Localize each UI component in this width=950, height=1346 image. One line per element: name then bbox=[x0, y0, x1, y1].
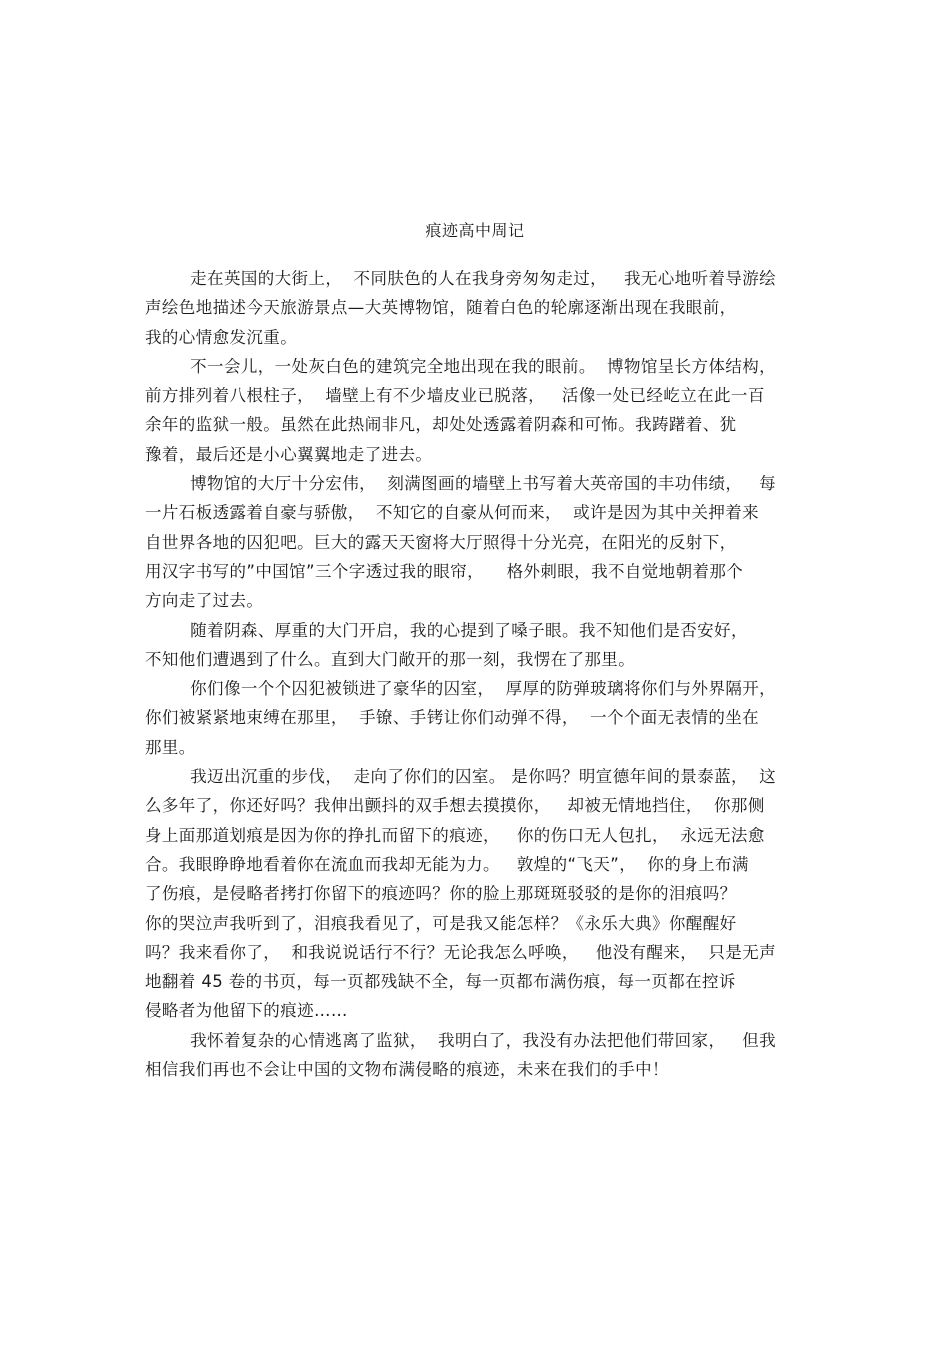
text-line: 你的哭泣声我听到了，泪痕我看见了，可是我又能怎样？《永乐大典》你醒醒好 bbox=[145, 913, 737, 933]
text-line: 我的心情愈发沉重。 bbox=[145, 327, 298, 347]
text-line: 吗？我来看你了， 和我说说话行不行？无论我怎么呼唤， 他没有醒来， 只是无声 bbox=[145, 942, 777, 962]
text-line: 前方排列着八根柱子， 墙壁上有不少墙皮业已脱落， 活像一处已经屹立在此一百 bbox=[145, 386, 765, 406]
text-line: 博物馆的大厅十分宏伟， 刻满图画的墙壁上书写着大英帝国的丰功伟绩， 每 bbox=[145, 474, 777, 494]
text-line: 合。我眼睁睁地看着你在流血而我却无能为力。 敦煌的“飞天”， 你的身上布满 bbox=[145, 854, 749, 874]
text-line: 不一会儿，一处灰白色的建筑完全地出现在我的眼前。 博物馆呈长方体结构， bbox=[145, 356, 777, 376]
text-line: 一片石板透露着自豪与骄傲， 不知它的自豪从何而来， 或许是因为其中关押着来 bbox=[145, 503, 760, 523]
text-line: 随着阴森、厚重的大门开启，我的心提到了嗓子眼。我不知他们是否安好， bbox=[145, 620, 748, 640]
text-line: 那里。 bbox=[145, 737, 196, 757]
text-line: 你们被紧紧地束缚在那里， 手镣、手铐让你们动弹不得， 一个个面无表情的坐在 bbox=[145, 708, 760, 728]
text-line: 方向走了过去。 bbox=[145, 591, 264, 611]
text-line: 自世界各地的囚犯吧。巨大的露天天窗将大厅照得十分光亮，在阳光的反射下， bbox=[145, 532, 737, 552]
text-line: 不知他们遭遇到了什么。直到大门敞开的那一刻，我愣在了那里。 bbox=[145, 649, 636, 669]
text-line: 我怀着复杂的心情逃离了监狱， 我明白了，我没有办法把他们带回家， 但我 bbox=[145, 1030, 777, 1050]
text-line: 了伤痕，是侵略者拷打你留下的痕迹吗？你的脸上那斑斑驳驳的是你的泪痕吗？ bbox=[145, 884, 737, 904]
text-line: 我迈出沉重的步伐， 走向了你们的囚室。 是你吗？明宣德年间的景泰蓝， 这 bbox=[145, 767, 777, 787]
text-line: 地翻着 45 卷的书页，每一页都残缺不全，每一页都布满伤痕，每一页都在控诉 bbox=[145, 972, 736, 992]
text-line: 身上面那道划痕是因为你的挣扎而留下的痕迹， 你的伤口无人包扎， 永远无法愈 bbox=[145, 825, 765, 845]
text-line: 么多年了，你还好吗？我伸出颤抖的双手想去摸摸你， 却被无情地挡住， 你那侧 bbox=[145, 796, 765, 816]
text-line: 余年的监狱一般。虽然在此热闹非凡，却处处透露着阴森和可怖。我踌躇着、犹 bbox=[145, 415, 737, 435]
document-title: 痕迹高中周记 bbox=[425, 221, 525, 240]
text-line: 侵略者为他留下的痕迹…… bbox=[145, 1001, 348, 1021]
text-line: 声绘色地描述今天旅游景点—大英博物馆，随着白色的轮廓逐渐出现在我眼前， bbox=[145, 298, 737, 318]
text-line: 走在英国的大街上， 不同肤色的人在我身旁匆匆走过， 我无心地听着导游绘 bbox=[145, 269, 777, 288]
text-line: 相信我们再也不会让中国的文物布满侵略的痕迹，未来在我们的手中！ bbox=[145, 1060, 669, 1080]
text-line: 你们像一个个囚犯被锁进了豪华的囚室， 厚厚的防弹玻璃将你们与外界隔开， bbox=[145, 679, 777, 699]
document-body bbox=[145, 264, 810, 1084]
text-line: 豫着，最后还是小心翼翼地走了进去。 bbox=[145, 444, 433, 464]
text-line: 用汉字书写的”中国馆”三个字透过我的眼帘， 格外刺眼，我不自觉地朝着那个 bbox=[145, 561, 744, 581]
